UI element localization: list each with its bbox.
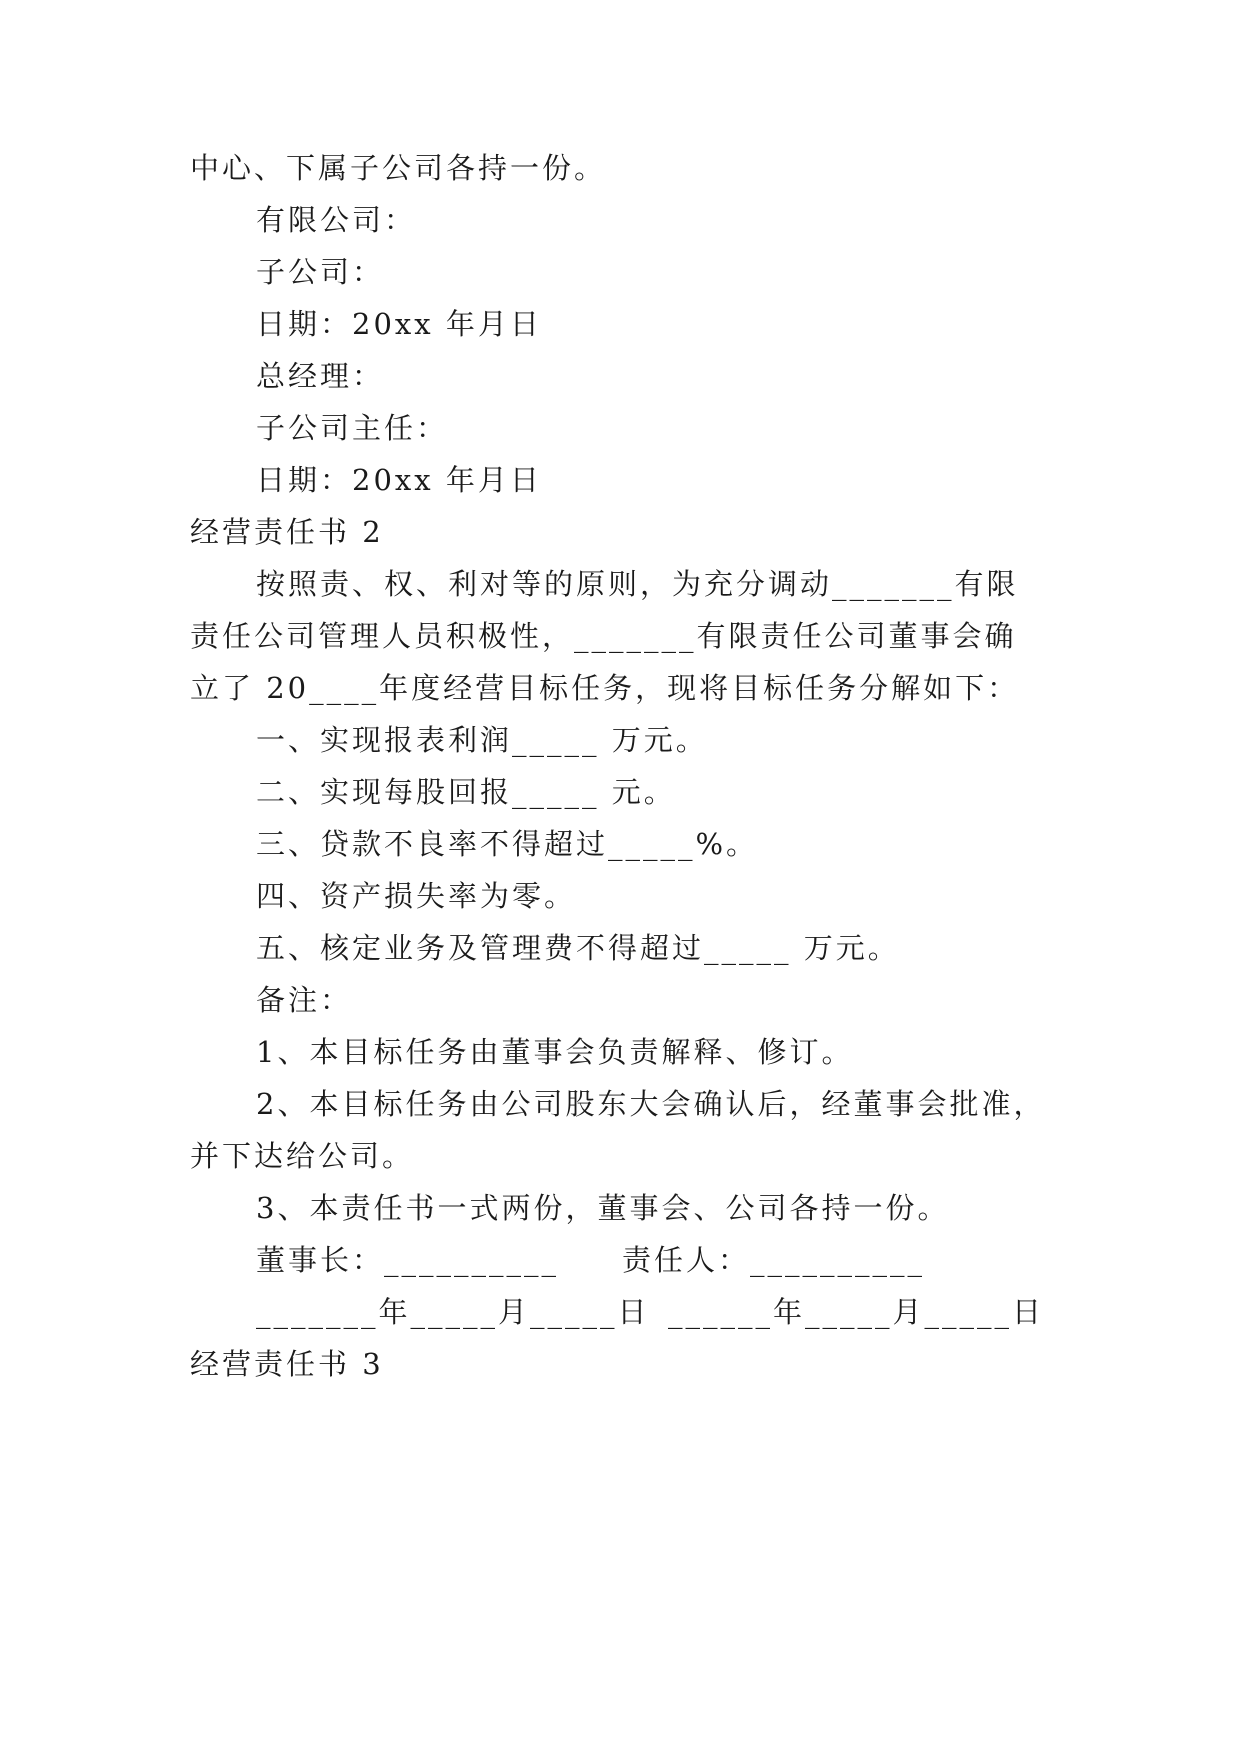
paragraph-intro-line-1: 按照责、权、利对等的原则，为充分调动_______有限 — [256, 567, 1019, 601]
signature-company-label: 有限公司： — [256, 203, 417, 237]
paragraph-intro-line-2: 责任公司管理人员积极性，_______有限责任公司董事会确 — [190, 619, 1017, 653]
target-item-1: 一、实现报表利润_____ 万元。 — [256, 723, 708, 757]
director-date-line: 日期：20xx 年月日 — [256, 463, 542, 497]
responsible-person-signature-line: 责任人：__________ — [622, 1243, 926, 1277]
chairman-date-line: _______年_____月_____日 — [256, 1295, 650, 1329]
signature-subsidiary-label: 子公司： — [256, 255, 385, 289]
note-item-1: 1、本目标任务由董事会负责解释、修订。 — [256, 1035, 854, 1069]
paragraph-intro-line-3: 立了 20____年度经营目标任务，现将目标任务分解如下： — [190, 671, 1020, 705]
target-item-3: 三、贷款不良率不得超过_____%。 — [256, 827, 759, 861]
target-item-2: 二、实现每股回报_____ 元。 — [256, 775, 676, 809]
responsible-person-date-line: ______年_____月_____日 — [668, 1295, 1045, 1329]
target-item-4: 四、资产损失率为零。 — [256, 879, 577, 913]
notes-heading: 备注： — [256, 983, 353, 1017]
note-item-3: 3、本责任书一式两份，董事会、公司各持一份。 — [256, 1191, 950, 1225]
note-item-2-continued: 并下达给公司。 — [190, 1139, 415, 1173]
general-manager-label: 总经理： — [256, 359, 385, 393]
note-item-2: 2、本目标任务由公司股东大会确认后，经董事会批准， — [256, 1087, 1046, 1121]
section-heading-3: 经营责任书 3 — [190, 1347, 384, 1381]
section-heading-2: 经营责任书 2 — [190, 515, 384, 549]
subsidiary-director-label: 子公司主任： — [256, 411, 449, 445]
target-item-5: 五、核定业务及管理费不得超过_____ 万元。 — [256, 931, 900, 965]
continuation-line: 中心、下属子公司各持一份。 — [190, 151, 607, 185]
signature-date-line: 日期：20xx 年月日 — [256, 307, 542, 341]
chairman-signature-line: 董事长：__________ — [256, 1243, 560, 1277]
